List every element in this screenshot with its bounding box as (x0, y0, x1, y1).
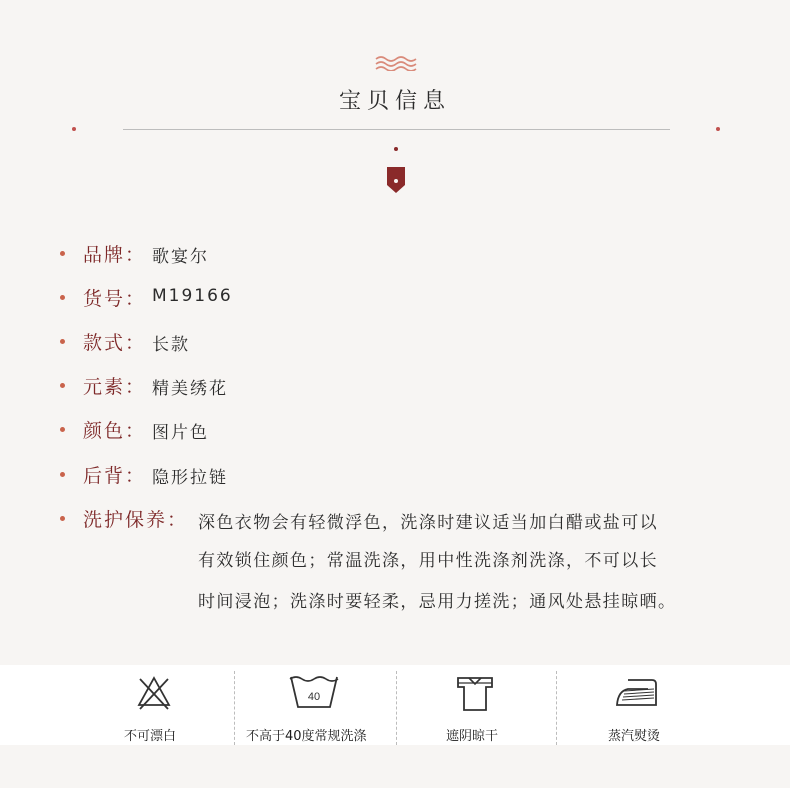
care-item-steam-iron (558, 665, 718, 745)
info-row-back (60, 459, 770, 489)
shade-dry-icon (454, 675, 496, 713)
info-row-item-number (60, 282, 770, 312)
info-label: 货号： (83, 288, 147, 310)
bullet (60, 339, 65, 344)
care-item-label: 不高于40度常规洗涤 (246, 729, 367, 744)
info-row-style (60, 326, 770, 356)
care-item-wash-40 (236, 665, 396, 745)
info-value: M19166 (152, 286, 233, 306)
info-label: 颜色： (83, 420, 147, 442)
bullet (60, 427, 65, 432)
info-value: 歌宴尔 (152, 247, 209, 267)
info-value: 图片色 (152, 423, 209, 443)
no-bleach-icon (136, 675, 172, 711)
divider-dot-left (72, 127, 76, 131)
bullet (60, 516, 65, 521)
bullet (60, 295, 65, 300)
info-row-element (60, 370, 770, 400)
info-row-color (60, 414, 770, 444)
steam-iron-icon (614, 675, 660, 711)
care-item-label: 不可漂白 (124, 729, 177, 744)
separator (396, 671, 397, 745)
separator (556, 671, 557, 745)
title-divider (123, 129, 670, 130)
wash-40-icon (288, 675, 340, 709)
wash-temp-text: 40 (307, 691, 321, 703)
care-item-shade-dry (398, 665, 556, 745)
info-row-brand (60, 238, 770, 268)
care-item-no-bleach (80, 665, 230, 745)
bullet (60, 383, 65, 388)
info-label: 品牌： (83, 244, 147, 266)
info-label: 款式： (83, 332, 147, 354)
care-label: 洗护保养： (83, 509, 189, 531)
page-title: 宝贝信息 (338, 89, 451, 114)
care-text-line: 深色衣物会有轻微浮色，洗涤时建议适当加白醋或盐可以 (198, 513, 658, 533)
info-value: 精美绣花 (152, 379, 228, 399)
bullet (60, 472, 65, 477)
info-value: 长款 (152, 335, 190, 355)
info-label: 后背： (83, 465, 147, 487)
care-icons-strip (0, 665, 790, 745)
info-value: 隐形拉链 (152, 468, 228, 488)
tag-string-dot (394, 147, 398, 151)
care-item-label: 遮阴晾干 (446, 729, 499, 744)
info-label: 元素： (83, 376, 147, 398)
tag-icon (387, 167, 405, 193)
bullet (60, 251, 65, 256)
wave-ornament-icon (374, 55, 418, 71)
care-item-label: 蒸汽熨烫 (608, 729, 661, 744)
care-text-line: 时间浸泡；洗涤时要轻柔，忌用力搓洗；通风处悬挂晾晒。 (198, 592, 677, 612)
care-text-line: 有效锁住颜色；常温洗涤，用中性洗涤剂洗涤，不可以长 (198, 551, 658, 571)
separator (234, 671, 235, 745)
divider-dot-right (716, 127, 720, 131)
